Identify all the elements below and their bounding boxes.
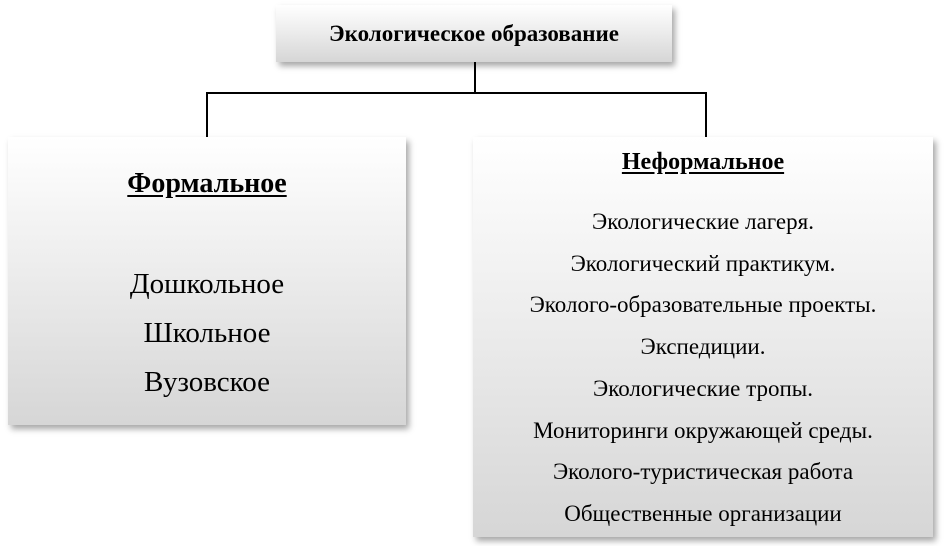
list-item: Экологический практикум.: [570, 250, 836, 276]
formal-list: [8, 260, 406, 407]
list-item: Экологические лагеря.: [592, 209, 814, 234]
list-item: Школьное: [143, 317, 271, 349]
connector-left-down: [206, 92, 208, 137]
list-item: Общественные организации: [564, 500, 842, 526]
list-item: Эколого-образовательные проекты.: [529, 292, 877, 318]
informal-node: [473, 137, 933, 537]
list-item: Эколого-туристическая работа: [552, 459, 854, 485]
connector-right-down: [705, 92, 707, 137]
connector-horizontal: [206, 92, 707, 94]
list-item: Экологические тропы.: [593, 375, 813, 401]
root-label: Экологическое образование: [329, 20, 619, 46]
list-item: Вузовское: [144, 366, 270, 398]
list-item: Дошкольное: [129, 268, 285, 300]
formal-node: [8, 137, 406, 425]
root-node: [276, 5, 672, 62]
list-item: Экспедиции.: [640, 334, 766, 360]
formal-heading: Формальное: [127, 168, 287, 199]
informal-heading: Неформальное: [621, 149, 785, 175]
informal-list: [473, 201, 933, 535]
connector-root-down: [474, 62, 476, 93]
list-item: Мониторинги окружающей среды.: [533, 417, 873, 443]
